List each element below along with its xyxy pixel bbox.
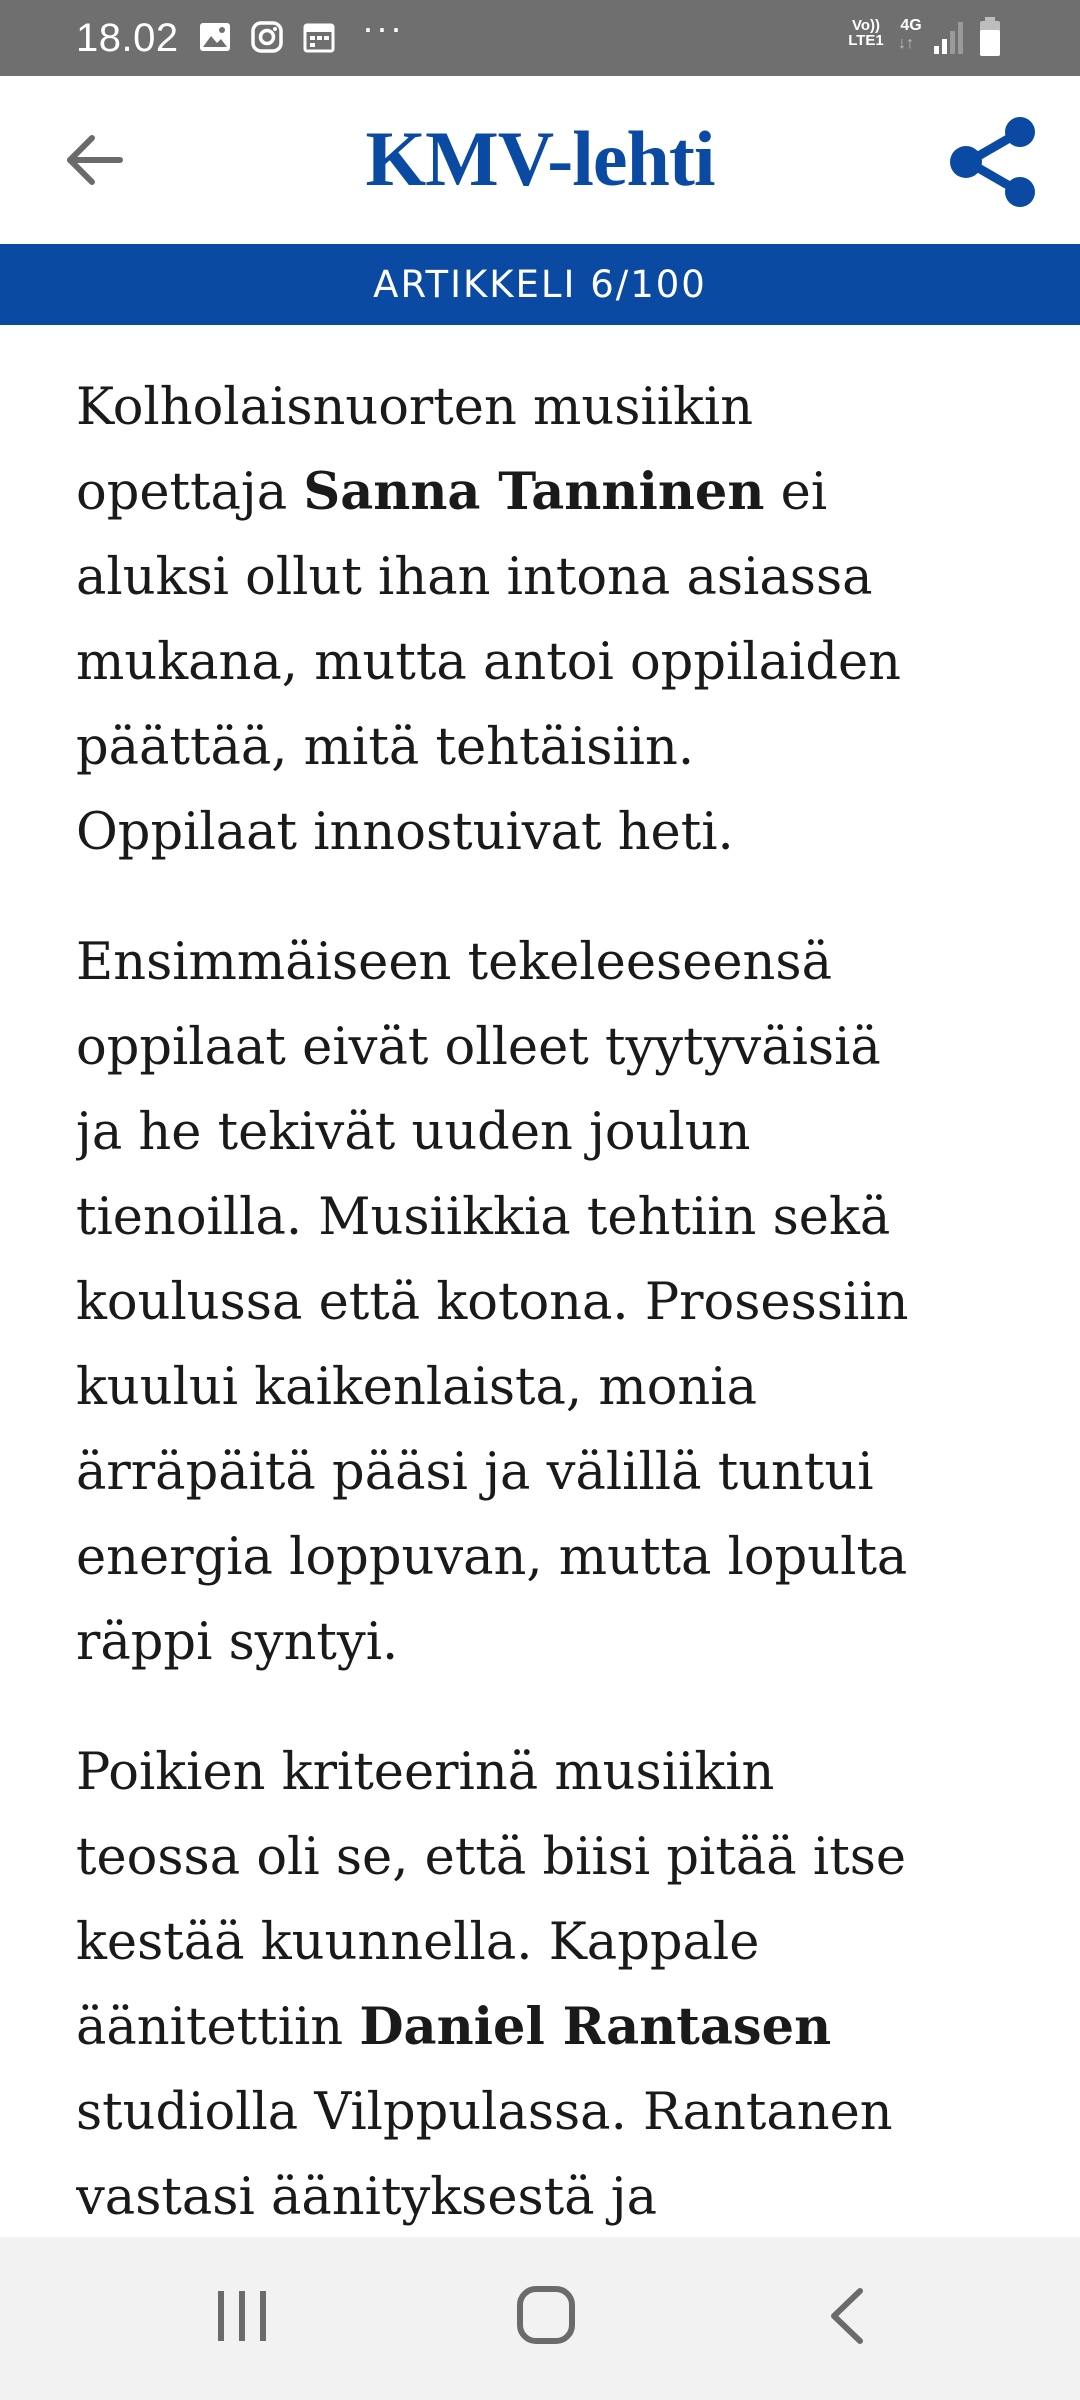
calendar-icon <box>302 20 336 59</box>
battery-icon <box>978 16 1002 63</box>
system-back-button[interactable] <box>778 2267 918 2367</box>
text-line: oppilaat eivät olleet tyytyväisiä <box>76 1018 881 1077</box>
text-line: Poikien kriteerinä musiikin <box>76 1743 775 1802</box>
article-paragraph-1 <box>76 365 1036 875</box>
app-title: KMV-lehti <box>365 115 715 202</box>
person-name: Sanna Tanninen <box>303 462 765 522</box>
text-line: kuului kaikenlaista, monia <box>76 1358 757 1417</box>
network-type-label: 4G <box>900 17 922 34</box>
recents-button[interactable] <box>172 2267 312 2367</box>
text-line: teossa oli se, että biisi pitää itse <box>76 1828 907 1887</box>
instagram-icon <box>250 20 284 59</box>
home-icon <box>476 2267 616 2367</box>
share-button[interactable] <box>940 110 1050 214</box>
text-line: räppi syntyi. <box>76 1613 399 1672</box>
text-line: mukana, mutta antoi oppilaiden <box>76 633 901 692</box>
text-line: Ensimmäiseen tekeleeseensä <box>76 933 832 992</box>
text-line <box>76 450 1036 535</box>
home-button[interactable] <box>476 2267 616 2367</box>
text-line: vastasi äänityksestä ja <box>76 2168 658 2227</box>
system-navigation-bar <box>0 2237 1080 2400</box>
text-line: energia loppuvan, mutta lopulta <box>76 1528 908 1587</box>
app-bar <box>0 76 1080 244</box>
status-time: 18.02 <box>76 16 179 60</box>
recents-icon <box>172 2267 312 2367</box>
text-line: studiolla Vilppulassa. Rantanen <box>76 2083 893 2142</box>
overflow-notifications-icon: ··· <box>362 7 404 48</box>
text-line <box>76 1985 1036 2070</box>
text-line: aluksi ollut ihan intona asiassa <box>76 548 873 607</box>
data-activity-icon: ↓↑ <box>898 35 914 52</box>
article-paragraph-2 <box>76 920 1036 1685</box>
chevron-left-icon <box>778 2267 918 2367</box>
volte-indicator: Vo)) LTE1 <box>848 17 884 49</box>
text-segment: äänitettiin <box>76 1998 360 2057</box>
text-line: koulussa että kotona. Prosessiin <box>76 1273 909 1332</box>
person-name: Daniel Rantasen <box>359 1997 832 2057</box>
text-line: ja he tekivät uuden joulun <box>76 1103 751 1162</box>
article-body <box>76 325 1036 2237</box>
share-icon <box>940 110 1050 214</box>
article-paragraph-3 <box>76 1730 1036 2237</box>
status-bar <box>0 0 1080 76</box>
text-segment: opettaja <box>76 463 304 522</box>
signal-bars-icon <box>932 18 968 61</box>
text-line: ärräpäitä pääsi ja välillä tuntui <box>76 1443 874 1502</box>
text-line: Kolholaisnuorten musiikin <box>76 378 754 437</box>
back-button[interactable] <box>46 118 142 202</box>
text-line: Oppilaat innostuivat heti. <box>76 803 734 862</box>
article-counter-banner: ARTIKKELI 6/100 <box>0 244 1080 325</box>
gallery-icon <box>198 20 232 59</box>
text-line: kestää kuunnella. Kappale <box>76 1913 760 1972</box>
text-segment: ei <box>764 463 828 522</box>
text-line: tienoilla. Musiikkia tehtiin sekä <box>76 1188 891 1247</box>
text-line: päättää, mitä tehtäisiin. <box>76 718 695 777</box>
arrow-left-icon <box>46 118 142 202</box>
